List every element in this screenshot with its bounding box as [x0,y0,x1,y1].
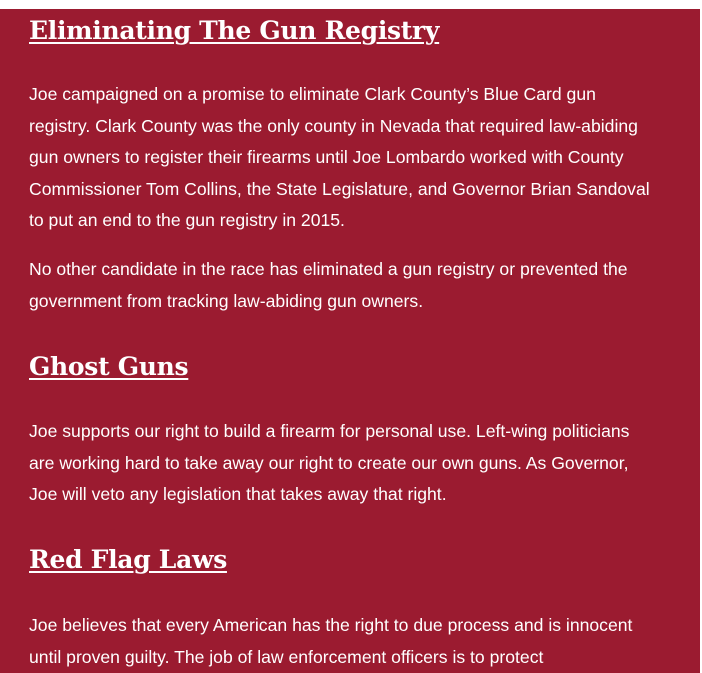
content-panel [0,9,700,673]
section-heading-red-flag-laws: Red Flag Laws [29,545,227,574]
section-heading-ghost-guns: Ghost Guns [29,352,189,381]
section-paragraph: No other candidate in the race has eliminated a gun registry or prevented the government from tracking law-abiding gun owners. [29,259,628,311]
section-paragraph: Joe supports our right to build a firearm for personal use. Left-wing politicians are working hard to take away our right to create our own guns. As Governor, Joe will veto any legislation that takes away that right. [29,421,630,505]
section-paragraph: Joe believes that every American has the right to due process and is innocent until proven guilty. The job of law enforcement officers is to protect [29,615,633,667]
section-paragraph: Joe campaigned on a promise to eliminate Clark County’s Blue Card gun registry. Clark County was the only county in Nevada that required law-abiding gun owners to register their firearms until Joe Lombardo worked with County Commissioner Tom Collins, the State Legislature, and Governor Brian Sandoval to put an end to the gun registry in 2015. [29,84,650,231]
section-heading-gun-registry: Eliminating The Gun Registry [29,16,440,45]
